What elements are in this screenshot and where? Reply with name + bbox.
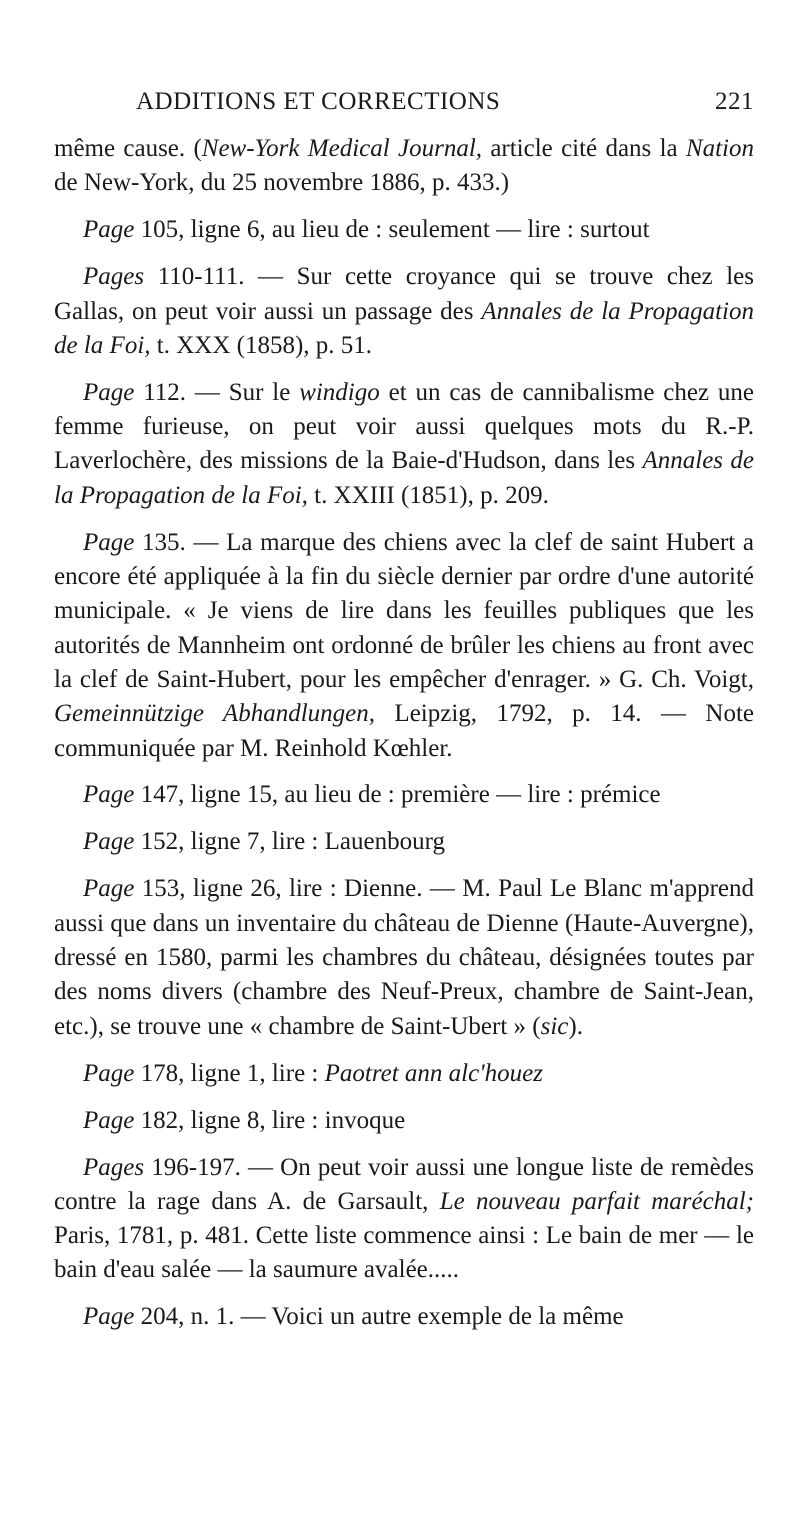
- entry-lead: Page: [83, 216, 135, 244]
- correction-entry: [54, 260, 754, 363]
- entry-text: 182, ligne 8, lire : invoque: [134, 1106, 406, 1134]
- italic-text: Annales de la Propagation de la Foi,: [54, 297, 754, 359]
- entry-text: Leipzig, 1792, p. 14. — Note communiquée par M. Reinhold Kœhler.: [54, 700, 754, 762]
- italic-text: Le nouveau parfait maréchal;: [439, 1187, 754, 1215]
- entry-text: ).: [568, 1012, 583, 1040]
- entry-text: 204, n. 1. — Voici un autre exemple de la même: [134, 1303, 624, 1331]
- entry-text: 112. — Sur le: [134, 378, 300, 406]
- page-body: [54, 132, 754, 1335]
- italic-text: New-York Medical Journal,: [201, 135, 483, 162]
- entry-text: 135. — La marque des chiens avec la clef de saint Hubert a encore été appliquée à la fin du siècle dernier par ordre d'une autorité municipale. « Je viens de lire dans les feuilles publiques que les autorités de Mannheim ont ordonné de brûler les chiens au front avec la clef de Saint-Hubert, pour les empêcher d'enrager. » G. Ch. Voigt,: [54, 528, 754, 693]
- italic-text: Paotret ann alc'houez: [324, 1059, 543, 1087]
- entry-text: t. XXX (1858), p. 51.: [150, 331, 373, 359]
- entry-lead: Page: [83, 528, 135, 556]
- correction-entry: [54, 376, 754, 513]
- entry-text: t. XXIII (1851), p. 209.: [307, 481, 549, 509]
- entry-text: 110-111. — Sur cette croyance qui se trouve chez les Gallas, on peut voir aussi un passage des: [54, 263, 754, 325]
- italic-text: windigo: [299, 378, 380, 406]
- entry-text: 178, ligne 1, lire :: [134, 1059, 325, 1087]
- running-head-title: ADDITIONS ET CORRECTIONS: [136, 88, 501, 115]
- correction-entry: [54, 526, 754, 766]
- entry-text: 152, ligne 7, lire : Lauenbourg: [134, 828, 445, 856]
- italic-text: Nation: [685, 135, 754, 162]
- correction-entry: [54, 1300, 754, 1334]
- correction-entry: [54, 825, 754, 859]
- correction-entry: [54, 132, 754, 201]
- correction-entry: [54, 213, 754, 247]
- italic-text: sic: [540, 1012, 569, 1040]
- entry-lead: Page: [83, 378, 135, 406]
- correction-entry: [54, 1151, 754, 1288]
- correction-entry: [54, 778, 754, 812]
- entry-text: de New-York, du 25 novembre 1886, p. 433.): [54, 169, 510, 197]
- entry-lead: Pages: [83, 1153, 145, 1181]
- correction-entry: [54, 872, 754, 1043]
- entry-text: 196-197. — On peut voir aussi une longue liste de remèdes contre la rage dans A. de Garsault,: [54, 1153, 754, 1215]
- correction-entry: [54, 1104, 754, 1138]
- entry-lead: Page: [83, 828, 135, 856]
- book-page: [54, 88, 754, 1347]
- entry-lead: Pages: [83, 263, 145, 291]
- entry-text: 105, ligne 6, au lieu de : seulement — lire : surtout: [134, 216, 650, 244]
- entry-text: 153, ligne 26, lire : Dienne. — M. Paul Le Blanc m'apprend aussi que dans un inventaire du château de Dienne (Haute-Auvergne), dressé en 1580, parmi les chambres du château, désignées toutes par des noms divers (chambre des Neuf-Preux, chambre de Saint-Jean, etc.), se trouve une « chambre de Saint-Ubert » (: [54, 875, 754, 1040]
- entry-text: article cité dans la: [482, 135, 686, 162]
- italic-text: Gemeinnützige Abhandlungen,: [54, 700, 375, 728]
- entry-lead: Page: [83, 875, 135, 903]
- italic-text: Annales de la Propagation de la Foi,: [54, 447, 755, 509]
- entry-text: Paris, 1781, p. 481. Cette liste commence ainsi : Le bain de mer — le bain d'eau salée — la saumure avalée.....: [54, 1222, 754, 1284]
- entry-lead: Page: [83, 1106, 135, 1134]
- correction-entry: [54, 1057, 754, 1091]
- entry-lead: Page: [83, 1303, 135, 1331]
- entry-lead: Page: [83, 1059, 135, 1087]
- page-number: 221: [715, 88, 754, 115]
- entry-text: et un cas de cannibalisme chez une femme furieuse, on peut voir aussi quelques mots du R.-P. Laverlochère, des missions de la Baie-d'Hudson, dans les: [54, 378, 755, 475]
- entry-lead: Page: [83, 781, 135, 809]
- entry-text: 147, ligne 15, au lieu de : première — lire : prémice: [134, 781, 661, 809]
- entry-text: même cause. (: [54, 135, 202, 162]
- running-head: [54, 88, 754, 132]
